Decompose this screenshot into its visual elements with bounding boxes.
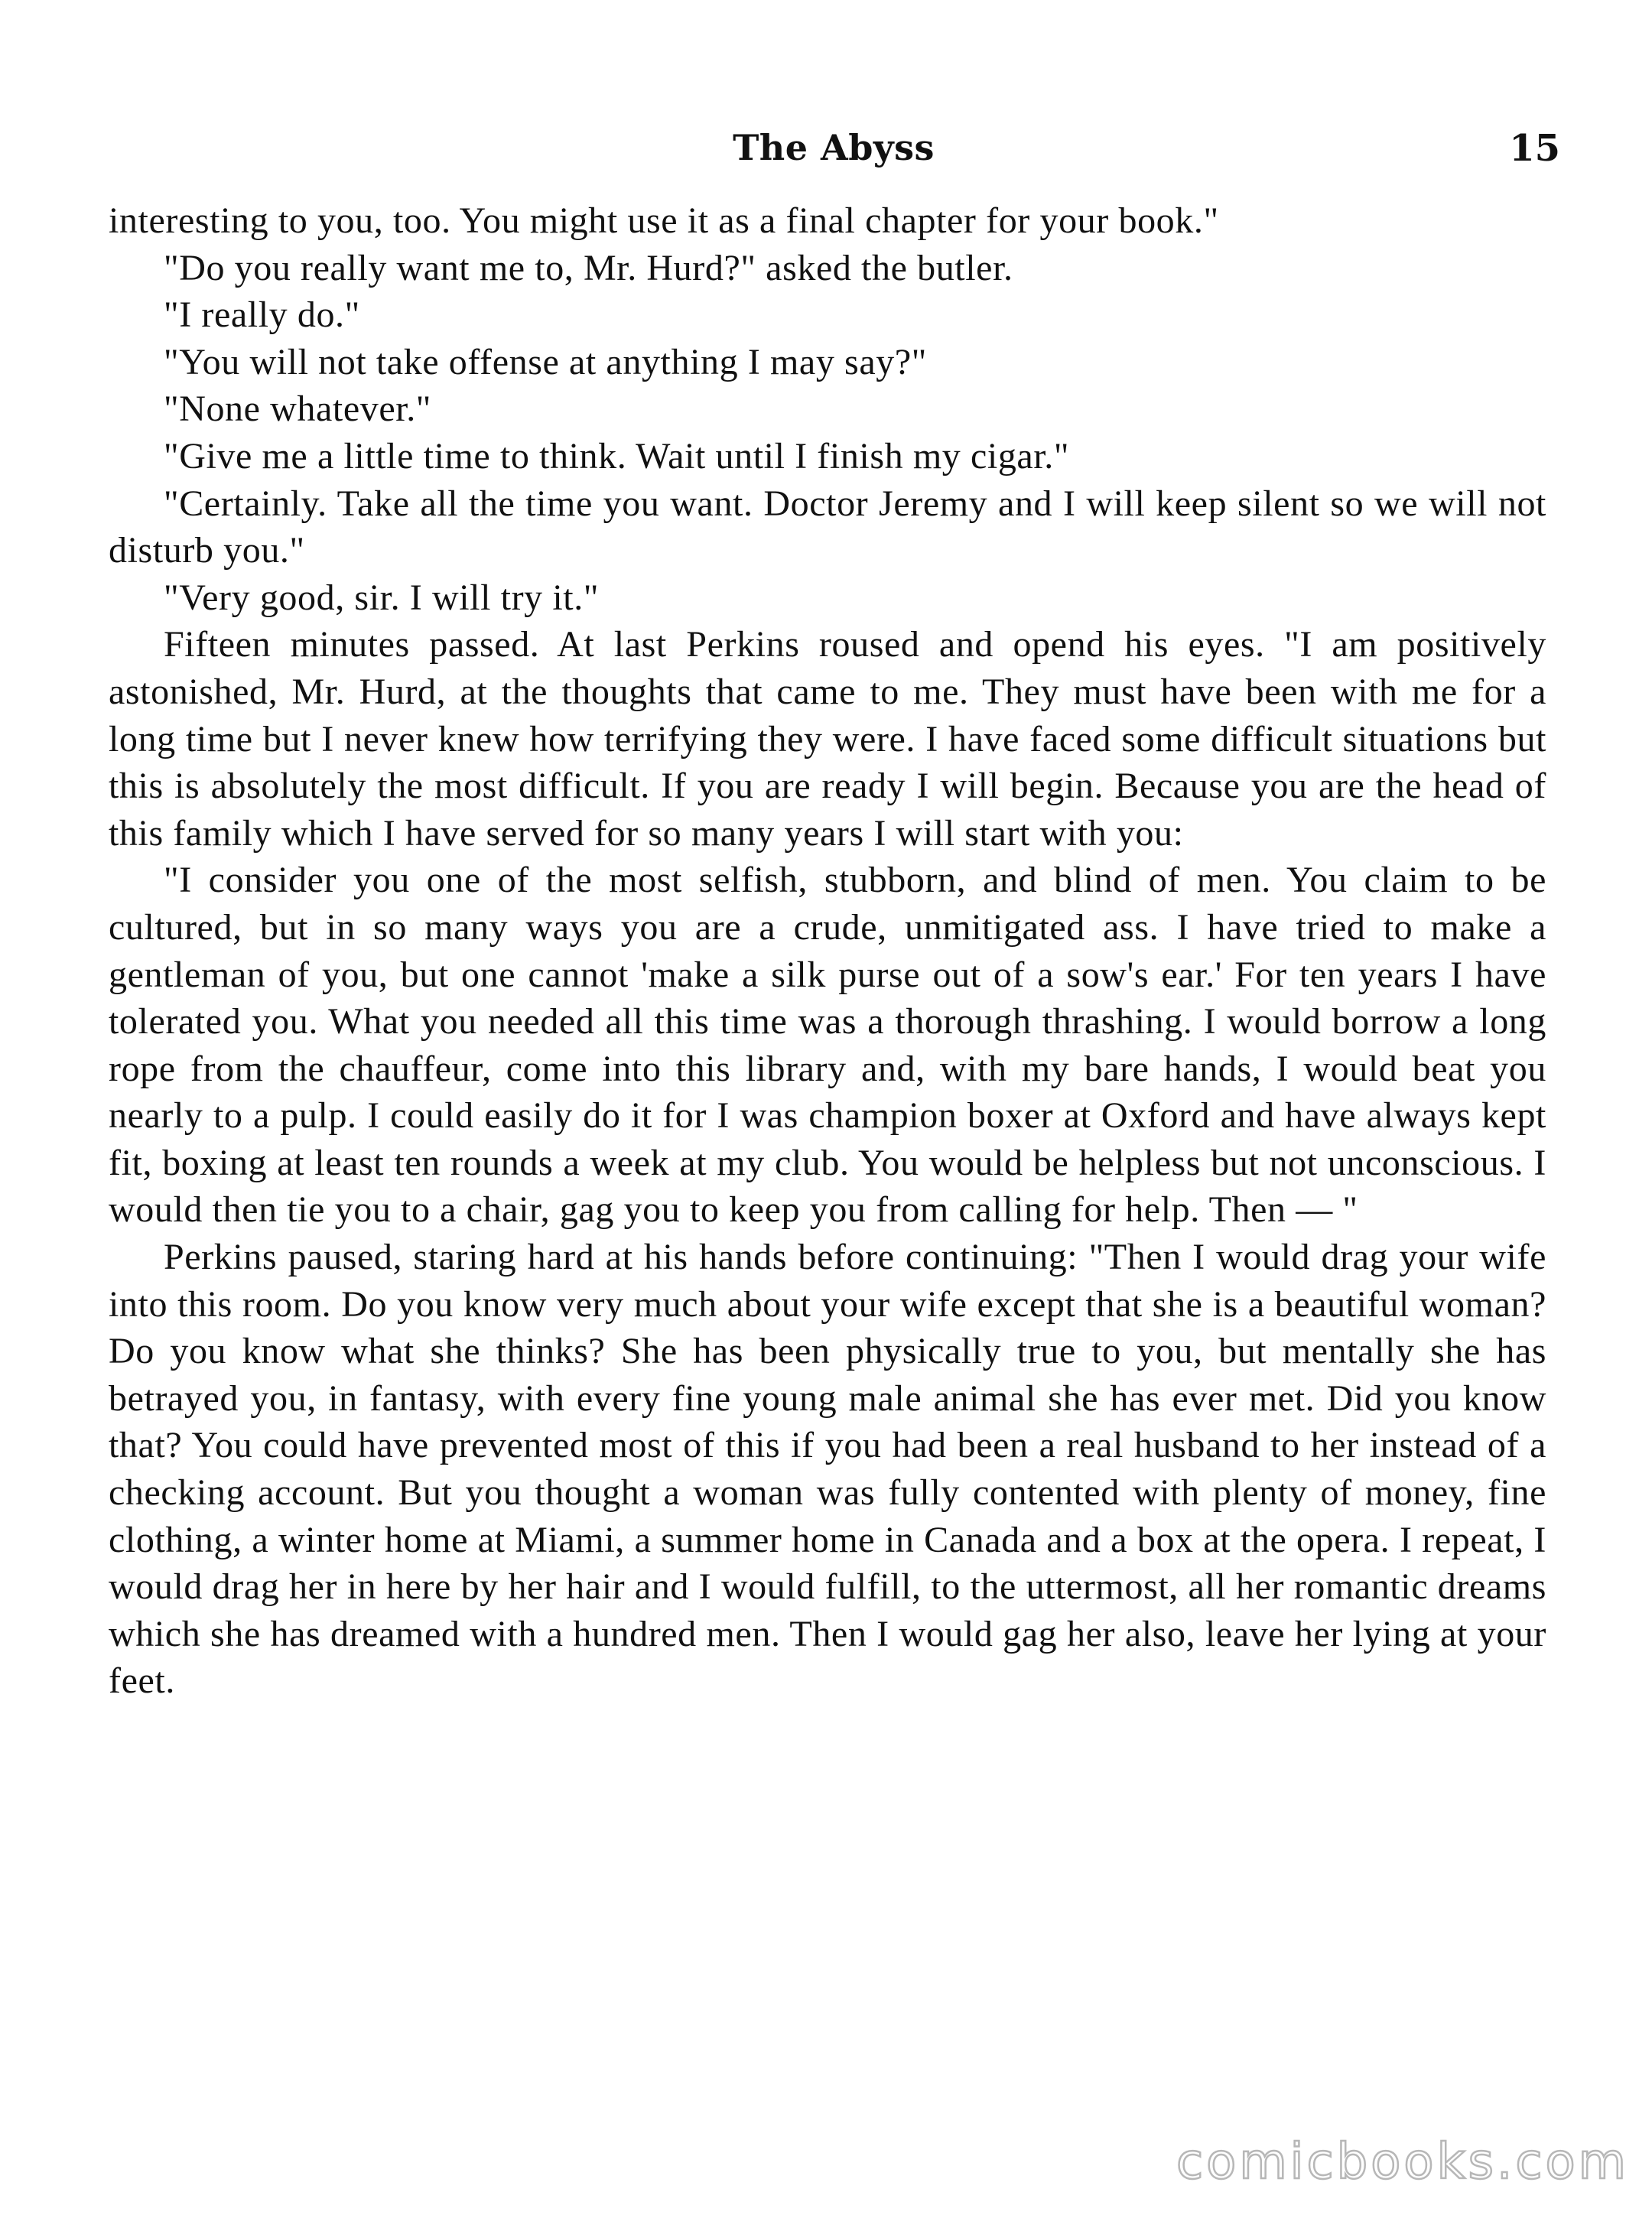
- paragraph: "None whatever.": [164, 389, 432, 430]
- running-header: [107, 127, 1560, 180]
- paragraph: "Do you really want me to, Mr. Hurd?" asked the butler.: [164, 247, 1013, 288]
- paragraph: interesting to you, too. You might use it as a final chapter for your book.": [109, 200, 1219, 241]
- watermark-logo: comicbooks.com: [1176, 2134, 1629, 2190]
- paragraph: "Give me a little time to think. Wait until I finish my cigar.": [164, 435, 1070, 476]
- paragraph: "You will not take offense at anything I may say?": [164, 341, 927, 382]
- paragraph: "I really do.": [164, 294, 360, 336]
- paragraph: "I consider you one of the most selfish, stubborn, and blind of men. You claim to be cultured, but in so many ways you are a crude, unmitigated ass. I have tried to make a gentleman of you, but one cannot 'make a silk purse out of a sow's ear.' For ten years I have tolerated you. What you needed all this time was a thorough thrashing. I would borrow a long rope from the chauffeur, come into this library and, with my bare hands, I would beat you nearly to a pulp. I could easily do it for I was champion boxer at Oxford and have always kept fit, boxing at least ten rounds a week at my club. You would be helpless but not unconscious. I would then tie you to a chair, gag you to keep you from calling for help. Then — ": [109, 860, 1546, 1231]
- paragraph: "Very good, sir. I will try it.": [164, 577, 600, 618]
- paragraph: Fifteen minutes passed. At last Perkins roused and opend his eyes. "I am positively astonished, Mr. Hurd, at the thoughts that came to me. They must have been with me for a long time but I never knew how terrifying they were. I have faced some difficult situations but this is absolutely the most difficult. If you are ready I will begin. Because you are the head of this family which I have served for so many years I will start with you:: [109, 624, 1546, 854]
- paragraph: "Certainly. Take all the time you want. Doctor Jeremy and I will keep silent so we will not disturb you.": [109, 483, 1546, 571]
- paragraph: Perkins paused, staring hard at his hands before continuing: "Then I would drag your wife into this room. Do you know very much about your wife except that she is a beautiful woman? Do you know what she thinks? She has been physically true to you, but mentally she has betrayed you, in fantasy, with every fine young male animal she has ever met. Did you know that? You could have prevented most of this if you had been a real husband to her instead of a checking account. But you thought a woman was fully contented with plenty of money, fine clothing, a winter home at Miami, a summer home in Canada and a box at the opera. I repeat, I would drag her in here by her hair and I would fulfill, to the uttermost, all her romantic dreams which she has dreamed with a hundred men. Then I would gag her also, leave her lying at your feet.: [109, 1237, 1546, 1702]
- chapter-title: The Abyss: [733, 127, 935, 168]
- page-number: 15: [1509, 127, 1560, 170]
- body-text: [109, 197, 1546, 1705]
